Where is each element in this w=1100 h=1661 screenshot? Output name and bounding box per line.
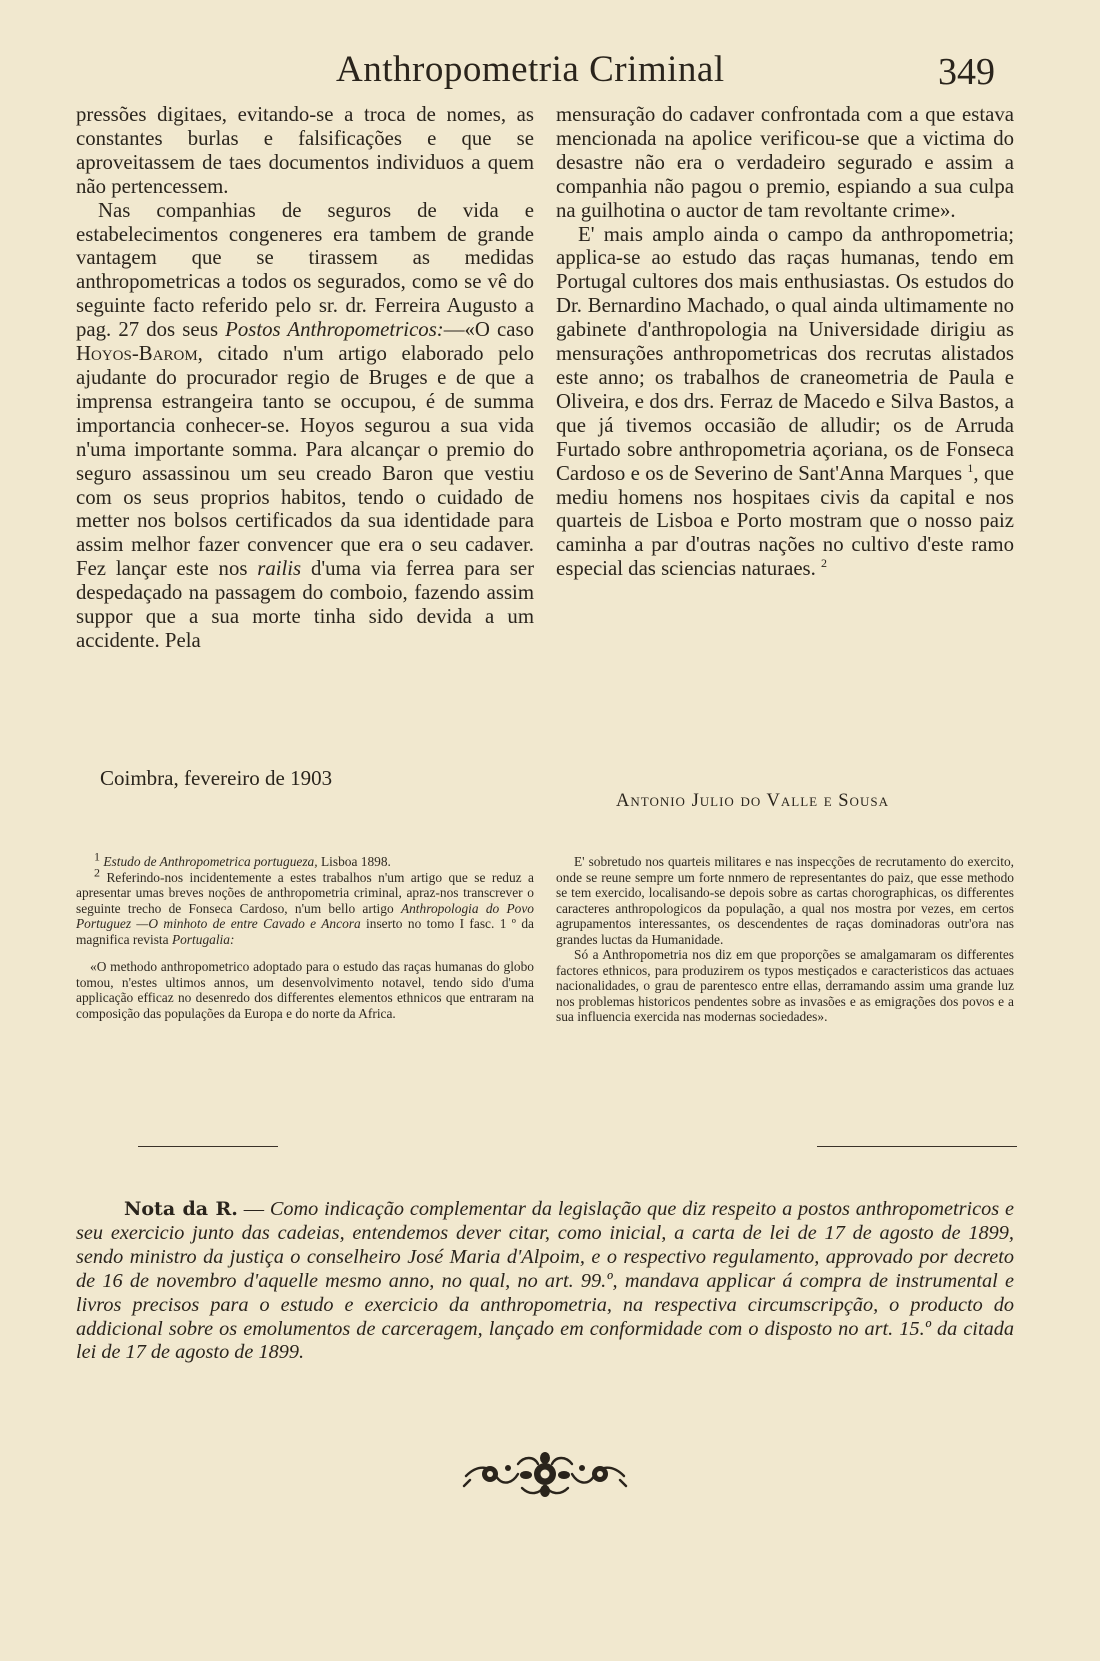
paragraph: pressões digitaes, evitando-se a troca de nomes, as constantes burlas e falsificações e que se aproveitassem de taes documentos individuos a quem não pertencessem. <box>76 103 534 198</box>
left-column <box>76 103 534 653</box>
footnote-quote: E' sobretudo nos quarteis militares e nas inspecções de recrutamento do exercito, onde se reune sempre um forte nnmero de representantes do paiz, que esse methodo se tem exercido, localisando-se depois sobre as cartas chorographicas, os differentes caracteres anthropologicos da população, a qual nos mostra por vezes, em certos agrupamentos interessantes, os descendentes de raças dominadoras outr'ora nas grandes luctas da Humanidade. <box>556 854 1014 947</box>
footnotes-left <box>76 849 534 1021</box>
floral-tailpiece-icon <box>460 1450 630 1500</box>
paragraph: mensuração do cadaver confrontada com a que estava mencionada na apolice verificou-se que a victima do desastre não era o verdadeiro segurado e assim a companhia não pagou o premio, espiando a sua culpa na guilhotina o auctor de tam revoltante crime». <box>556 103 1014 222</box>
paragraph: Nas companhias de seguros de vida e estabelecimentos congeneres era tambem de grande vantagem que se tirassem as medidas anthropometricas a todos os segurados, como se vê do seguinte facto referido pelo sr. dr. Ferreira Augusto a pag. 27 dos seus Postos Anthropometricos:—«O caso Hoyos-Barom, citado n'um artigo elaborado pelo ajudante do procurador regio de Bruges e de que a imprensa estrangeira tanto se occupou, é de summa importancia conhecer-se. Hoyos segurou a sua vida n'uma importante somma. Para alcançar o premio do seguro assassinou um seu creado Baron que vestiu com os seus proprios habitos, tendo o cuidado de metter nos bolsos certificados da sua identidade para assim melhor fazer convencer que era o seu cadaver. Fez lançar este nos railis d'uma via ferrea para ser despedaçado na passagem do comboio, fazendo assim suppor que a sua morte tinha sido devida a um accidente. Pela <box>76 198 535 652</box>
author-signature: Antonio Julio do Valle e Sousa <box>616 791 889 811</box>
footnote-quote: «O methodo anthropometrico adoptado para o estudo das raças humanas do globo tomou, n'estes ultimos annos, um desenvolvimento notavel, tendo sido d'uma applicação efficaz no desenredo dos differentes elementos ethnicos que entraram na composição das populações da Europa e do norte da Africa. <box>76 959 534 1021</box>
footnote-ref: 1 <box>967 460 974 475</box>
foreign-word: railis <box>257 557 302 581</box>
footnotes-right <box>556 854 1014 1025</box>
running-title: Anthropometria Criminal <box>336 49 725 90</box>
note-label: Nota da R. <box>124 1198 238 1220</box>
footnote-ref: 2 <box>821 556 828 571</box>
right-column <box>556 103 1014 581</box>
case-name: Hoyos-Barom <box>76 342 198 366</box>
page-header <box>0 48 1100 98</box>
footnote: $^1$ Estudo de Anthropometrica portugueza, Lisboa 1898. <box>94 849 391 869</box>
page-number: 349 <box>938 51 995 93</box>
paragraph: E' mais amplo ainda o campo da anthropometria; applica-se ao estudo das raças humanas, tendo em Portugal cultores dos mais enthusiastas. Os estudos do Dr. Bernardino Machado, o qual ainda ultimamente no gabinete d'anthropologia na Universidade dirigiu as mensurações anthropometricas dos recrutas alistados este anno; os trabalhos de craneometria de Paula e Oliveira, e dos drs. Ferraz de Macedo e Silva Bastos, a que já tivemos occasião de alludir; os de Arruda Furtado sobre anthropometria açoriana, os de Fonseca Cardoso e os de Severino de Sant'Anna Marques $^1$, que mediu homens nos hospitaes civis da capital e nos quarteis de Lisboa e Porto mostram que o nosso paiz caminha a par d'outras nações no cultivo d'este ramo especial das sciencias naturaes. $^2$ <box>556 222 1014 581</box>
footnote: $^2$ Referindo-nos incidentemente a estes trabalhos n'um artigo que se reduz a apresentar umas breves noções de anthropometria criminal, apraz-nos transcrever o seguinte trecho de Fonseca Cardoso, n'um bello artigo Anthropologia do Povo Portuguez —O minhoto de entre Cavado e Ancora inserto no tomo I fasc. 1 º da magnifica revista Portugalia: <box>76 865 534 947</box>
divider-right <box>817 1146 1017 1147</box>
divider-left <box>138 1146 278 1147</box>
footnote-quote: Só a Anthropometria nos diz em que proporções se amalgamaram os differentes factores ethnicos, para produzirem os typos mestiçados e caracteristicos das actuaes nacionalidades, o grau de parentesco entre ellas, derramando assim uma grande luz nos problemas historicos pendentes sobre as invasões e as emigrações dos povos e a sua influencia exercida nas modernas sociedades». <box>556 947 1014 1024</box>
book-title: Postos Anthropometricos: <box>225 318 444 342</box>
place-date: Coimbra, fevereiro de 1903 <box>100 766 333 790</box>
note-text: Como indicação complementar da legislação que diz respeito a postos anthropometricos e seu exercicio junto das cadeias, entendemos dever citar, como inicial, a carta de lei de 17 de agosto de 1899, sendo ministro da justiça o conselheiro José Maria d'Alpoim, e o respectivo regulamento, approvado por decreto de 16 de novembro d'aquelle mesmo anno, no qual, no art. 99.º, mandava applicar á compra de instrumental e livros precisos para o estudo e exercicio da anthropometria, na respectiva circumscripção, o producto do addicional sobre os emolumentos de carceragem, lançado em conformidade com o disposto no art. 15.º da citada lei de 17 de agosto de 1899. <box>76 1198 1015 1364</box>
editor-note: Nota da R. — Como indicação complementar da legislação que diz respeito a postos anthropometricos e seu exercicio junto das cadeias, entendemos dever citar, como inicial, a carta de lei de 17 de agosto de 1899, sendo ministro da justiça o conselheiro José Maria d'Alpoim, e o respectivo regulamento, approvado por decreto de 16 de novembro d'aquelle mesmo anno, no qual, no art. 99.º, mandava applicar á compra de instrumental e livros precisos para o estudo e exercicio da anthropometria, na respectiva circumscripção, o producto do addicional sobre os emolumentos de carceragem, lançado em conformidade com o disposto no art. 15.º da citada lei de 17 de agosto de 1899. <box>76 1198 1015 1364</box>
